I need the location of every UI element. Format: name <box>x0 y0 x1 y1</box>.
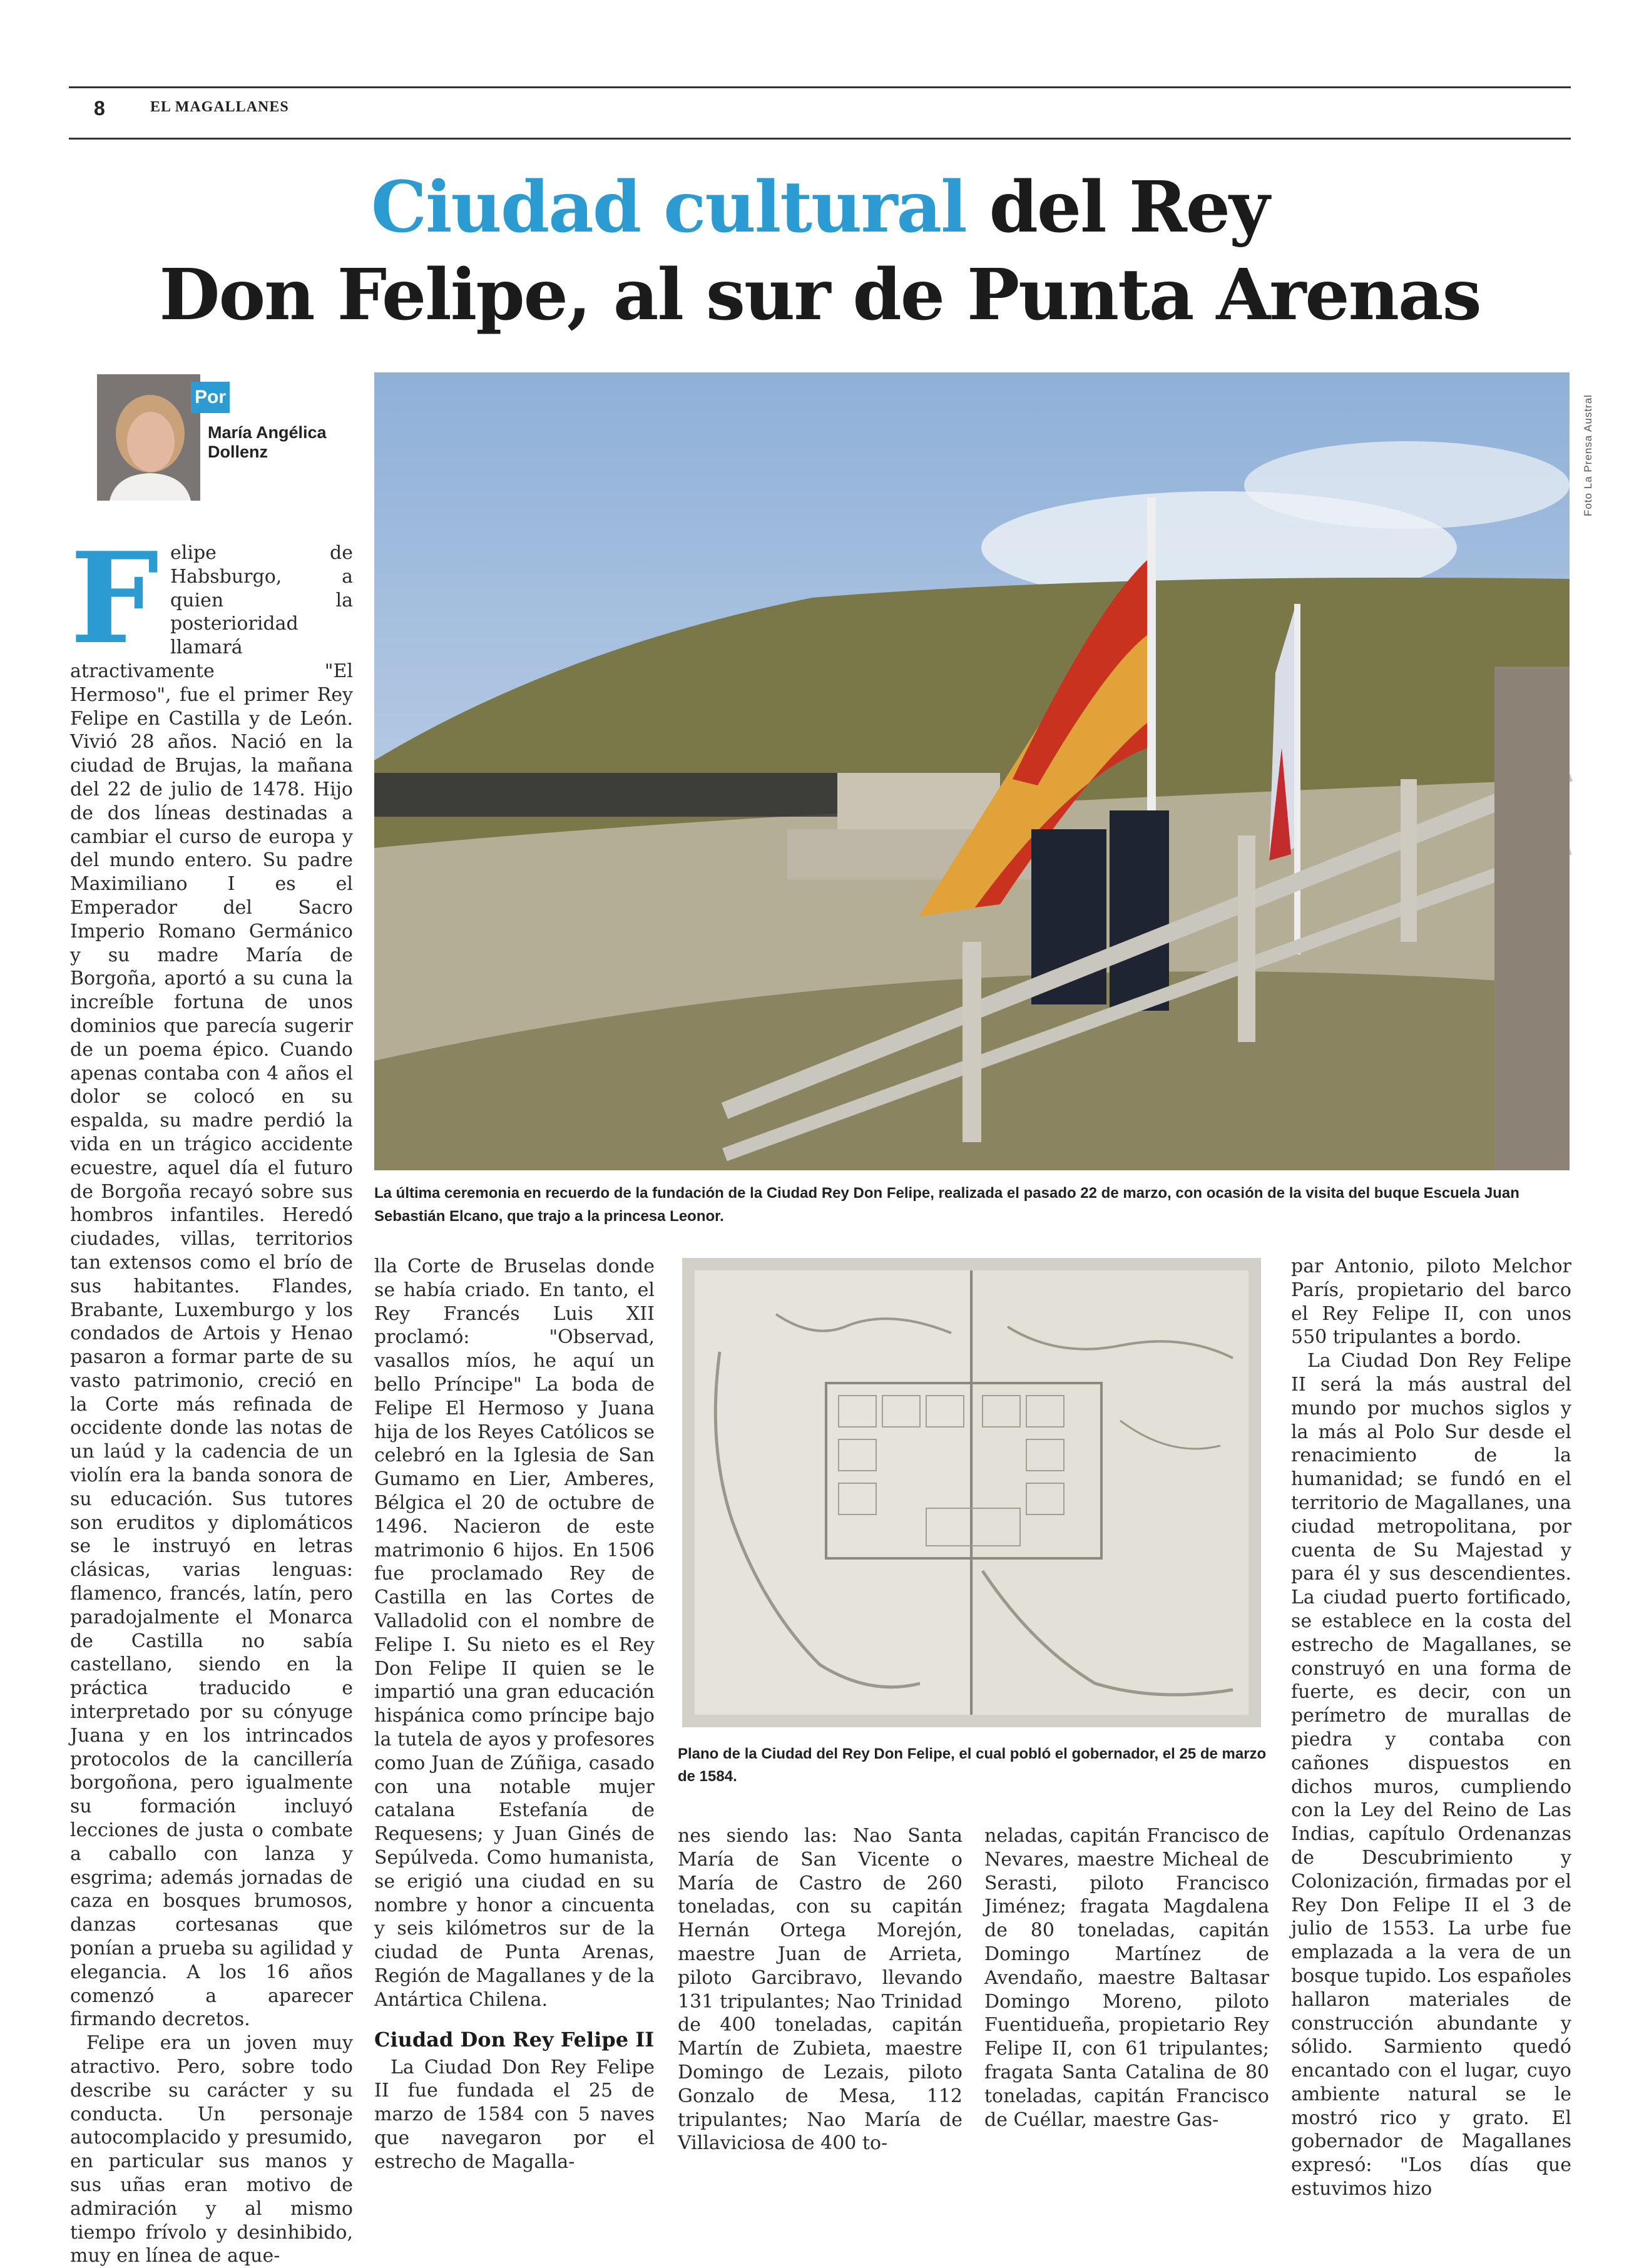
headline-line1-rest: del Rey <box>989 166 1269 248</box>
newspaper-name: EL MAGALLANES <box>150 99 289 115</box>
article-paragraph: La Ciudad Don Rey Felipe II fue fundada el 25 de marzo de 1584 con 5 naves que navegaron por el estrecho de Magalla- <box>374 2056 655 2173</box>
headline-line2: Don Felipe, al sur de Punta Arenas <box>159 254 1481 336</box>
photo-caption: La última ceremonia en recuerdo de la fundación de la Ciudad Rey Don Felipe, realizada el pasado 22 de marzo, con ocasión de la visita del buque Escuela Juan Sebastián Elcano, que trajo a la princesa Leonor. <box>374 1185 1519 1225</box>
article-column-4 <box>984 1824 1269 2131</box>
article-paragraph: elipe de Habsburgo, a quien la posterioridad llamará atractivamente "El Hermoso", fue el primer Rey Felipe en Castilla y de León. Vivió 28 años. Nació en la ciudad de Brujas, la mañana del 22 de julio de 1478. Hijo de dos líneas destinadas a cambiar el curso de europa y del mundo entero. Su padre Maximiliano I es el Emperador del Sacro Imperio Romano Germánico y su madre María de Borgoña, aportó a su cuna la increíble fortuna de unos dominios que parecía sugerir de un poema épico. Cuando apenas contaba con 4 años el dolor se colocó en su espalda, su madre perdió la vida en un trágico accidente ecuestre, aquel día el futuro de Borgoña recayó sobre sus hombros infantiles. Heredó ciudades, villas, territorios tan extensos como el brío de sus habitantes. Flandes, Brabante, Luxemburgo y los condados de Artois y Henao pasaron a formar parte de su vasto patrimonio, creció en la Corte más refinada de occidente donde las notas de un laúd y la cadencia de un violín era la banda sonora de su educación. Sus tutores son eruditos y diplomáticos se le instruyó en letras clásicas, varias lenguas: flamenco, francés, latín, pero paradojalmente el Monarca de Castilla no sabía castellano, siendo en la práctica traducido e interpretado por su cónyuge Juana y en los intrincados protocolos de la cancillería borgoñona, pero igualmente su formación incluyó lecciones de justa o combate a caballo con lanza y esgrima; además jornadas de caza en bosques brumosos, danzas cortesanas que ponían a prueba su agilidad y elegancia. A los 16 años comenzó a aparecer firmando decretos. <box>70 542 353 2031</box>
photo-credit: Foto La Prensa Austral <box>1582 394 1594 516</box>
headline <box>69 164 1571 339</box>
byline-tag: Por <box>191 382 230 413</box>
map-caption: Plano de la Ciudad del Rey Don Felipe, el cual pobló el gobernador, el 25 de marzo de 1584. <box>678 1745 1267 1785</box>
city-plan-map <box>682 1258 1261 1727</box>
top-rule <box>69 86 1571 88</box>
article-paragraph: lla Corte de Bruselas donde se había criado. En tanto, el Rey Francés Luis XII proclamó: "Observad, vasallos míos, he aquí un bello Príncipe" La boda de Felipe El Hermoso y Juana hija de los Reyes Católicos se celebró en la Iglesia de San Gumamo en Lier, Amberes, Bélgica el 20 de octubre de 1496. Nacieron de este matrimonio 6 hijos. En 1506 fue proclamado Rey de Castilla en las Cortes de Valladolid con el nombre de Felipe I. Su nieto es el Rey Don Felipe II quien se le impartió una gran educación hispánica como príncipe bajo la tutela de ayos y profesores como Juan de Zúñiga, casado con una notable mujer catalana Estefanía de Requesens; y Juan Ginés de Sepúlveda. Como humanista, se erigió una ciudad en su nombre y honor a cincuenta y seis kilómetros sur de la ciudad de Punta Arenas, Región de Magallanes y de la Antártica Chilena. <box>374 1255 655 2011</box>
article-paragraph: par Antonio, piloto Melchor París, propietario del barco el Rey Felipe II, con unos 550 tripulantes a bordo. <box>1291 1255 1571 1349</box>
article-column-5 <box>1291 1255 1571 2200</box>
headline-accent: Ciudad cultural <box>370 166 966 248</box>
article-column-1 <box>70 525 353 2267</box>
header-rule <box>69 138 1571 140</box>
author-name: María Angélica Dollenz <box>208 423 327 461</box>
article-paragraph: La Ciudad Don Rey Felipe II será la más austral del mundo por muchos siglos y la más al Polo Sur desde el renacimiento de la humanidad; se fundó en el territorio de Magallanes, una ciudad metropolitana, por cuenta de Su Majestad y para él y sus descendientes. La ciudad puerto fortificado, se establece en la costa del estrecho de Magallanes, se construyó en una forma de fuerte, es decir, con un perímetro de murallas de piedra y contaba con cañones dispuestos en dichos muros, cumpliendo con la Ley del Reino de Las Indias, capítulo Ordenanzas de Descubrimiento y Colonización, firmadas por el Rey Don Felipe II el 3 de julio de 1553. La urbe fue emplazada a la vera de un bosque tupido. Los españoles hallaron materiales de construcción abundante y sólido. Sarmiento quedó encantado con el lugar, cuyo ambiente natural se le mostró rico y grato. El gobernador de Magallanes expresó: "Los días que estuvimos hizo <box>1291 1350 1571 2200</box>
section-subhead: Ciudad Don Rey Felipe II <box>374 2027 655 2051</box>
article-paragraph: nes siendo las: Nao Santa María de San Vicente o María de Castro de 260 toneladas, con su capitán Hernán Ortega Morejón, maestre Juan de Arrieta, piloto Garcibravo, llevando 131 tripulantes; Nao Trinidad de 400 toneladas, capitán Martín de Zubieta, maestre Domingo de Lezais, piloto Gonzalo de Mesa, 112 tripulantes; Nao María de Villaviciosa de 400 to- <box>678 1825 962 2155</box>
drop-cap: F <box>70 525 159 672</box>
ceremony-photo <box>374 372 1570 1170</box>
article-paragraph: neladas, capitán Francisco de Nevares, maestre Micheal de Serasti, piloto Francisco Jiménez; fragata Magdalena de 80 toneladas, capitán Domingo Martínez de Avendaño, maestre Baltasar Domingo Moreno, piloto Fuentidueña, propietario Rey Felipe II, con 61 tripulantes; fragata Santa Catalina de 80 toneladas, capitán Francisco de Cuéllar, maestre Gas- <box>984 1825 1269 2131</box>
article-column-3 <box>678 1824 962 2155</box>
author-photo <box>97 374 200 501</box>
page-number: 8 <box>94 97 105 120</box>
article-paragraph: Felipe era un joven muy atractivo. Pero, sobre todo describe su carácter y su conducta. Un personaje autocomplacido y presumido, en particular sus manos y sus uñas eran motivo de admiración y al mismo tiempo frívolo y desinhibido, muy en línea de aque- <box>70 2032 353 2267</box>
article-column-2 <box>374 1255 655 2173</box>
